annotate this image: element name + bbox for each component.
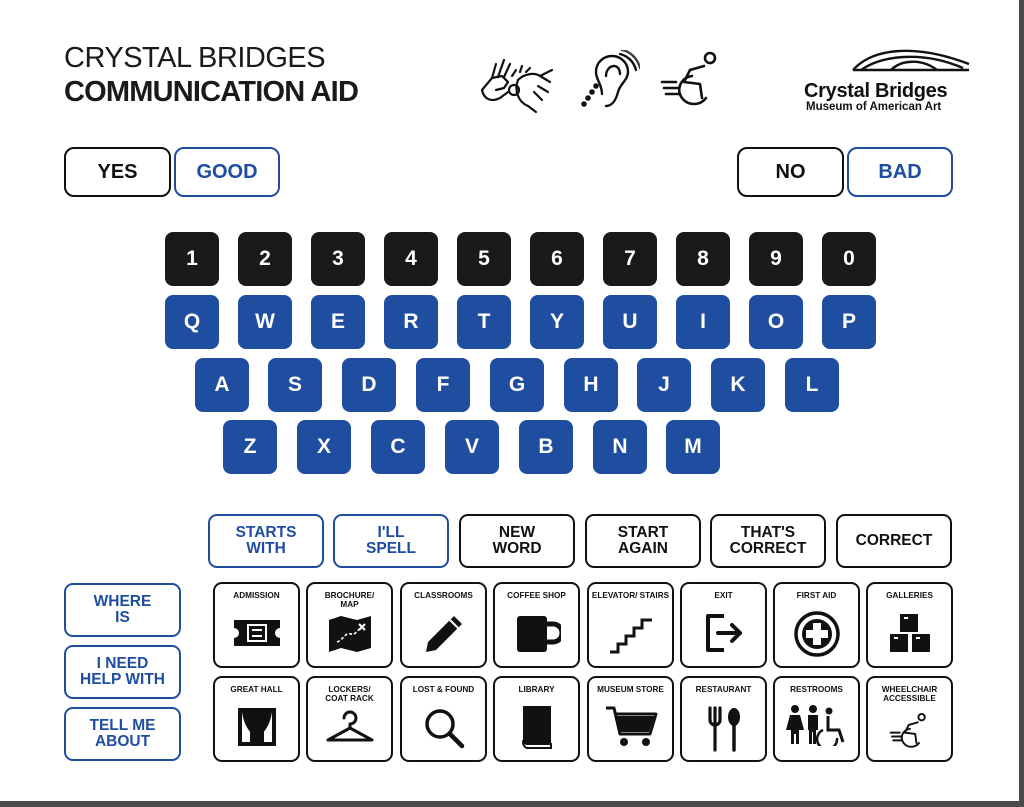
place-card-library[interactable] — [493, 676, 580, 762]
key-d[interactable]: D — [342, 358, 396, 412]
galleries-icon — [888, 612, 932, 654]
good-button[interactable]: GOOD — [174, 147, 280, 197]
place-label: BROCHURE/ MAP — [324, 591, 375, 609]
exit-icon — [702, 612, 746, 654]
key-1[interactable]: 1 — [165, 232, 219, 286]
place-label: MUSEUM STORE — [597, 685, 664, 694]
museum-logo-icon — [826, 46, 996, 74]
i-need-help-with-button[interactable]: I NEED HELP WITH — [64, 645, 181, 699]
key-c[interactable]: C — [371, 420, 425, 474]
key-b[interactable]: B — [519, 420, 573, 474]
pencil-icon — [422, 612, 466, 656]
ill-spell-button[interactable]: I'LL SPELL — [333, 514, 449, 568]
place-card-brochure-map[interactable] — [306, 582, 393, 668]
starts-with-button[interactable]: STARTS WITH — [208, 514, 324, 568]
yes-button[interactable]: YES — [64, 147, 171, 197]
place-card-galleries[interactable] — [866, 582, 953, 668]
place-card-lockers-coat-rack[interactable] — [306, 676, 393, 762]
bad-button[interactable]: BAD — [847, 147, 953, 197]
key-9[interactable]: 9 — [749, 232, 803, 286]
key-8[interactable]: 8 — [676, 232, 730, 286]
place-label: LOCKERS/ COAT RACK — [325, 685, 374, 703]
key-4[interactable]: 4 — [384, 232, 438, 286]
key-t[interactable]: T — [457, 295, 511, 349]
first-aid-icon — [793, 610, 841, 658]
key-i[interactable]: I — [676, 295, 730, 349]
key-v[interactable]: V — [445, 420, 499, 474]
key-a[interactable]: A — [195, 358, 249, 412]
hanger-icon — [324, 710, 376, 746]
place-card-museum-store[interactable] — [587, 676, 674, 762]
place-label: GALLERIES — [886, 591, 933, 600]
fork-spoon-icon — [704, 706, 744, 752]
theater-curtain-icon — [236, 706, 278, 748]
place-label: LIBRARY — [518, 685, 555, 694]
place-label: WHEELCHAIR ACCESSIBLE — [881, 685, 938, 703]
key-q[interactable]: Q — [165, 295, 219, 349]
logo-name: Crystal Bridges — [804, 80, 948, 102]
place-label: GREAT HALL — [230, 685, 283, 694]
place-card-classrooms[interactable] — [400, 582, 487, 668]
thats-correct-button[interactable]: THAT'S CORRECT — [710, 514, 826, 568]
key-2[interactable]: 2 — [238, 232, 292, 286]
key-j[interactable]: J — [637, 358, 691, 412]
key-5[interactable]: 5 — [457, 232, 511, 286]
key-o[interactable]: O — [749, 295, 803, 349]
key-3[interactable]: 3 — [311, 232, 365, 286]
place-label: EXIT — [714, 591, 733, 600]
hearing-assistance-icon — [580, 50, 640, 114]
key-6[interactable]: 6 — [530, 232, 584, 286]
place-card-wheelchair-accessible[interactable] — [866, 676, 953, 762]
key-f[interactable]: F — [416, 358, 470, 412]
key-k[interactable]: K — [711, 358, 765, 412]
key-p[interactable]: P — [822, 295, 876, 349]
no-button[interactable]: NO — [737, 147, 844, 197]
place-card-restaurant[interactable] — [680, 676, 767, 762]
ticket-icon — [232, 612, 282, 654]
key-m[interactable]: M — [666, 420, 720, 474]
wheelchair-icon — [660, 50, 724, 112]
place-label: FIRST AID — [796, 591, 837, 600]
key-s[interactable]: S — [268, 358, 322, 412]
key-x[interactable]: X — [297, 420, 351, 474]
place-label: ELEVATOR/ STAIRS — [591, 591, 670, 600]
key-w[interactable]: W — [238, 295, 292, 349]
place-label: CLASSROOMS — [414, 591, 473, 600]
book-icon — [519, 704, 555, 750]
title-line-1: CRYSTAL BRIDGES — [64, 42, 326, 74]
place-card-coffee-shop[interactable] — [493, 582, 580, 668]
logo-subtitle: Museum of American Art — [806, 101, 942, 113]
new-word-button[interactable]: NEW WORD — [459, 514, 575, 568]
title-line-2: COMMUNICATION AID — [64, 76, 359, 108]
key-h[interactable]: H — [564, 358, 618, 412]
where-is-button[interactable]: WHERE IS — [64, 583, 181, 637]
place-label: RESTAURANT — [695, 685, 752, 694]
mug-icon — [513, 612, 561, 654]
key-7[interactable]: 7 — [603, 232, 657, 286]
key-y[interactable]: Y — [530, 295, 584, 349]
stairs-icon — [608, 614, 654, 654]
key-n[interactable]: N — [593, 420, 647, 474]
place-label: LOST & FOUND — [412, 685, 475, 694]
wheelchair-icon — [889, 712, 931, 752]
place-card-lost-found[interactable] — [400, 676, 487, 762]
key-z[interactable]: Z — [223, 420, 277, 474]
start-again-button[interactable]: START AGAIN — [585, 514, 701, 568]
place-card-exit[interactable] — [680, 582, 767, 668]
place-card-elevator-stairs[interactable] — [587, 582, 674, 668]
cart-icon — [604, 704, 658, 750]
restroom-icon — [785, 704, 849, 746]
place-card-great-hall[interactable] — [213, 676, 300, 762]
place-label: ADMISSION — [233, 591, 280, 600]
key-0[interactable]: 0 — [822, 232, 876, 286]
magnifier-icon — [422, 706, 466, 750]
sign-language-icon — [478, 50, 558, 118]
key-e[interactable]: E — [311, 295, 365, 349]
correct-button[interactable]: CORRECT — [836, 514, 952, 568]
tell-me-about-button[interactable]: TELL ME ABOUT — [64, 707, 181, 761]
key-l[interactable]: L — [785, 358, 839, 412]
place-card-restrooms[interactable] — [773, 676, 860, 762]
place-label: RESTROOMS — [790, 685, 843, 694]
key-u[interactable]: U — [603, 295, 657, 349]
place-label: COFFEE SHOP — [507, 591, 566, 600]
place-card-first-aid[interactable] — [773, 582, 860, 668]
place-card-admission[interactable] — [213, 582, 300, 668]
key-r[interactable]: R — [384, 295, 438, 349]
key-g[interactable]: G — [490, 358, 544, 412]
map-icon — [327, 614, 373, 654]
